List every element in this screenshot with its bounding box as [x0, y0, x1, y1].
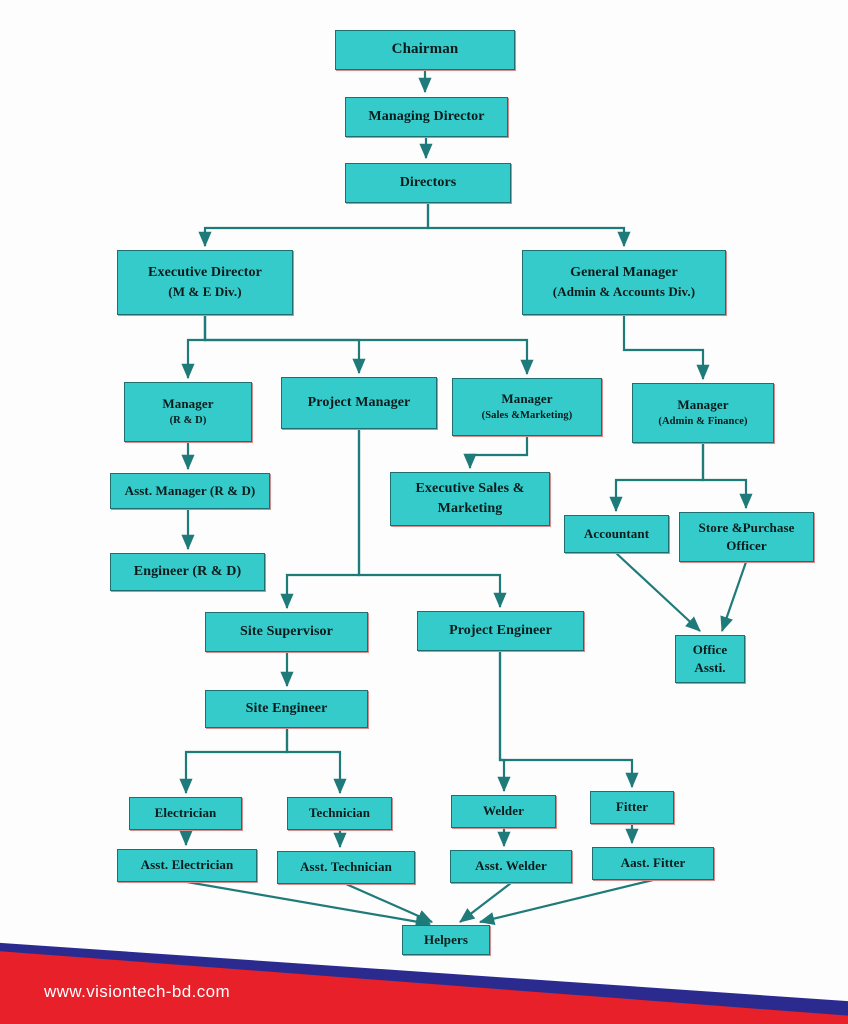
node-sublabel: (R & D)	[169, 414, 207, 426]
node-sublabel: (Sales &Marketing)	[481, 409, 573, 421]
node-project-manager[interactable]	[281, 377, 437, 429]
node-executive-director[interactable]	[117, 250, 293, 315]
node-label: Manager	[501, 391, 553, 406]
node-manager-admin-finance[interactable]	[632, 383, 774, 443]
node-label: Asst. Electrician	[140, 857, 234, 873]
node-label: Aast. Fitter	[620, 855, 686, 871]
node-label: Project Engineer	[449, 622, 552, 638]
node-chairman[interactable]	[335, 30, 515, 70]
node-label: General Manager	[570, 265, 678, 281]
node-executive-sales-marketing[interactable]	[390, 472, 550, 526]
node-sublabel: (Admin & Accounts Div.)	[552, 283, 696, 299]
node-label: Managing Director	[368, 108, 485, 124]
node-asst-manager-rd[interactable]	[110, 473, 270, 509]
node-asst-technician[interactable]	[277, 851, 415, 884]
node-manager-sales-marketing[interactable]	[452, 378, 602, 436]
node-label: Electrician	[154, 805, 217, 821]
node-label: Technician	[308, 805, 371, 821]
node-label: Executive Sales &	[415, 481, 525, 497]
node-label: Manager	[677, 397, 729, 412]
node-site-supervisor[interactable]	[205, 612, 368, 652]
node-managing-director[interactable]	[345, 97, 508, 137]
footer-band	[0, 920, 848, 1024]
node-welder[interactable]	[451, 795, 556, 828]
node-sublabel: Officer	[726, 537, 767, 553]
node-asst-welder[interactable]	[450, 850, 572, 883]
footer-red-stripe	[0, 920, 848, 1024]
node-label: Store &Purchase	[698, 519, 795, 535]
node-manager-rd[interactable]	[124, 382, 252, 442]
node-accountant[interactable]	[564, 515, 669, 553]
node-sublabel: Marketing	[437, 500, 503, 516]
node-sublabel: (Admin & Finance)	[658, 415, 748, 427]
node-label: Office	[692, 641, 728, 657]
node-fitter[interactable]	[590, 791, 674, 824]
node-label: Asst. Welder	[475, 858, 547, 874]
node-store-purchase-officer[interactable]	[679, 512, 814, 562]
node-label: Welder	[482, 803, 525, 819]
footer-website-url[interactable]: www.visiontech-bd.com	[44, 982, 231, 1001]
node-sublabel: (M & E Div.)	[168, 283, 242, 299]
node-general-manager[interactable]	[522, 250, 726, 315]
node-label: Accountant	[583, 525, 650, 541]
node-label: Site Supervisor	[240, 623, 333, 639]
node-office-assistant[interactable]	[675, 635, 745, 683]
node-directors[interactable]	[345, 163, 511, 203]
node-label: Engineer (R & D)	[133, 563, 242, 579]
node-label: Fitter	[615, 799, 649, 815]
node-technician[interactable]	[287, 797, 392, 830]
node-label: Helpers	[423, 931, 469, 947]
node-label: Site Engineer	[245, 700, 328, 716]
node-project-engineer[interactable]	[417, 611, 584, 651]
node-label: Project Manager	[307, 394, 411, 410]
node-engineer-rd[interactable]	[110, 553, 265, 591]
node-label: Asst. Manager (R & D)	[124, 482, 256, 498]
node-label: Asst. Technician	[300, 859, 392, 875]
node-sublabel: Assti.	[694, 659, 726, 675]
node-asst-fitter[interactable]	[592, 847, 714, 880]
node-label: Manager	[162, 396, 214, 411]
node-label: Chairman	[391, 41, 459, 58]
node-site-engineer[interactable]	[205, 690, 368, 728]
node-label: Executive Director	[148, 265, 262, 281]
node-electrician[interactable]	[129, 797, 242, 830]
node-label: Directors	[399, 174, 457, 190]
node-asst-electrician[interactable]	[117, 849, 257, 882]
